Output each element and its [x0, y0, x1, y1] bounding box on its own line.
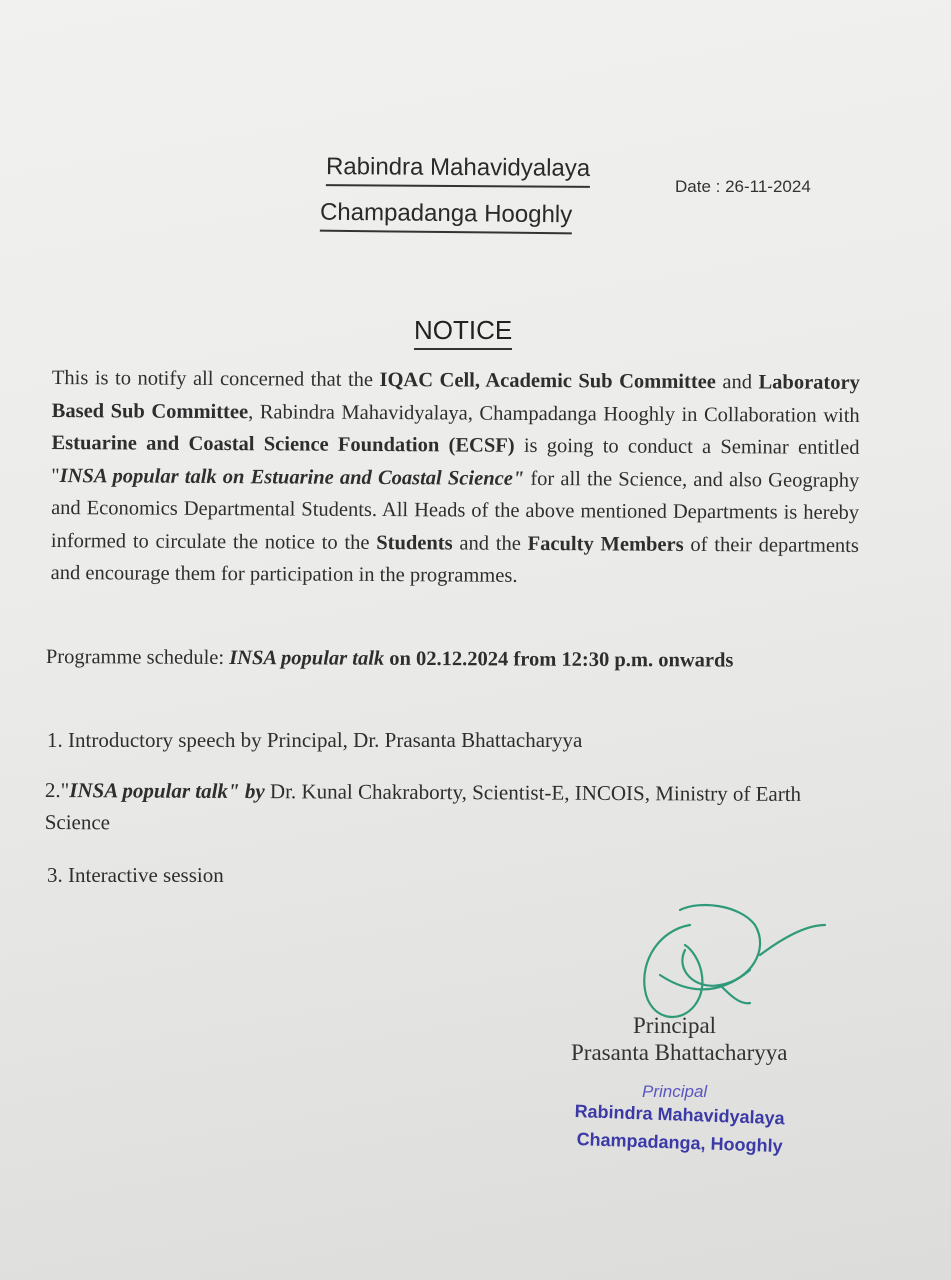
body-bold-faculty: Faculty Members: [527, 532, 684, 556]
institution-location: Champadanga Hooghly: [320, 199, 573, 235]
schedule-item-2: [45, 774, 865, 842]
body-text-6: and the: [452, 531, 528, 555]
body-bold-ecsf: Estuarine and Coastal Science Foundation (ECSF): [51, 431, 515, 457]
item2-talk: INSA popular talk" by: [69, 778, 265, 804]
body-text-5: for all the Science, and also Geography and Economics Departmental Students. All Heads of the above mentioned Departments is hereby informed to circulate the notice to the: [50, 467, 860, 554]
signatory-title: Principal: [633, 1013, 717, 1038]
notice-title: NOTICE: [414, 315, 512, 350]
programme-schedule: [46, 641, 868, 678]
body-bold-lab-committee: Laboratory Based Sub Committee: [51, 371, 860, 423]
body-bold-students: Students: [376, 531, 453, 554]
body-text-3: , Rabindra Mahavidyalaya, Champadanga Hooghly in Collaboration with: [248, 400, 860, 427]
stamp-title: Principal: [642, 1082, 708, 1101]
schedule-item-1: 1. Introductory speech by Principal, Dr. Prasanta Bhattacharyya: [47, 728, 583, 752]
body-bold-iqac: IQAC Cell, Academic Sub Committee: [379, 369, 716, 394]
stamp-institution: Rabindra Mahavidyalaya: [574, 1101, 785, 1129]
seminar-title: INSA popular talk on Estuarine and Coastal Science": [59, 464, 525, 490]
institution-name: Rabindra Mahavidyalaya: [326, 153, 590, 188]
signatory-name: Prasanta Bhattacharyya: [571, 1040, 788, 1065]
item2-prefix: 2.": [44, 777, 70, 803]
item2-speaker: Dr. Kunal Chakraborty, Scientist-E, INCOIS, Ministry of Earth Science: [44, 779, 802, 835]
schedule-item-3: 3. Interactive session: [47, 863, 224, 887]
notice-date: Date : 26-11-2024: [675, 177, 811, 196]
body-text-1: This is to notify all concerned that the: [51, 366, 380, 392]
notice-body: [51, 362, 860, 594]
body-text-4: is going to conduct a Seminar entitled ": [51, 434, 860, 487]
body-text-7: of their departments and encourage them for participation in the programmes.: [50, 533, 859, 587]
stamp-place: Champadanga, Hooghly: [576, 1129, 783, 1157]
body-text-2: and: [715, 371, 759, 394]
schedule-talk: INSA popular talk: [229, 646, 385, 670]
schedule-label: Programme schedule:: [45, 645, 230, 669]
schedule-when: on 02.12.2024 from 12:30 p.m. onwards: [384, 647, 734, 672]
